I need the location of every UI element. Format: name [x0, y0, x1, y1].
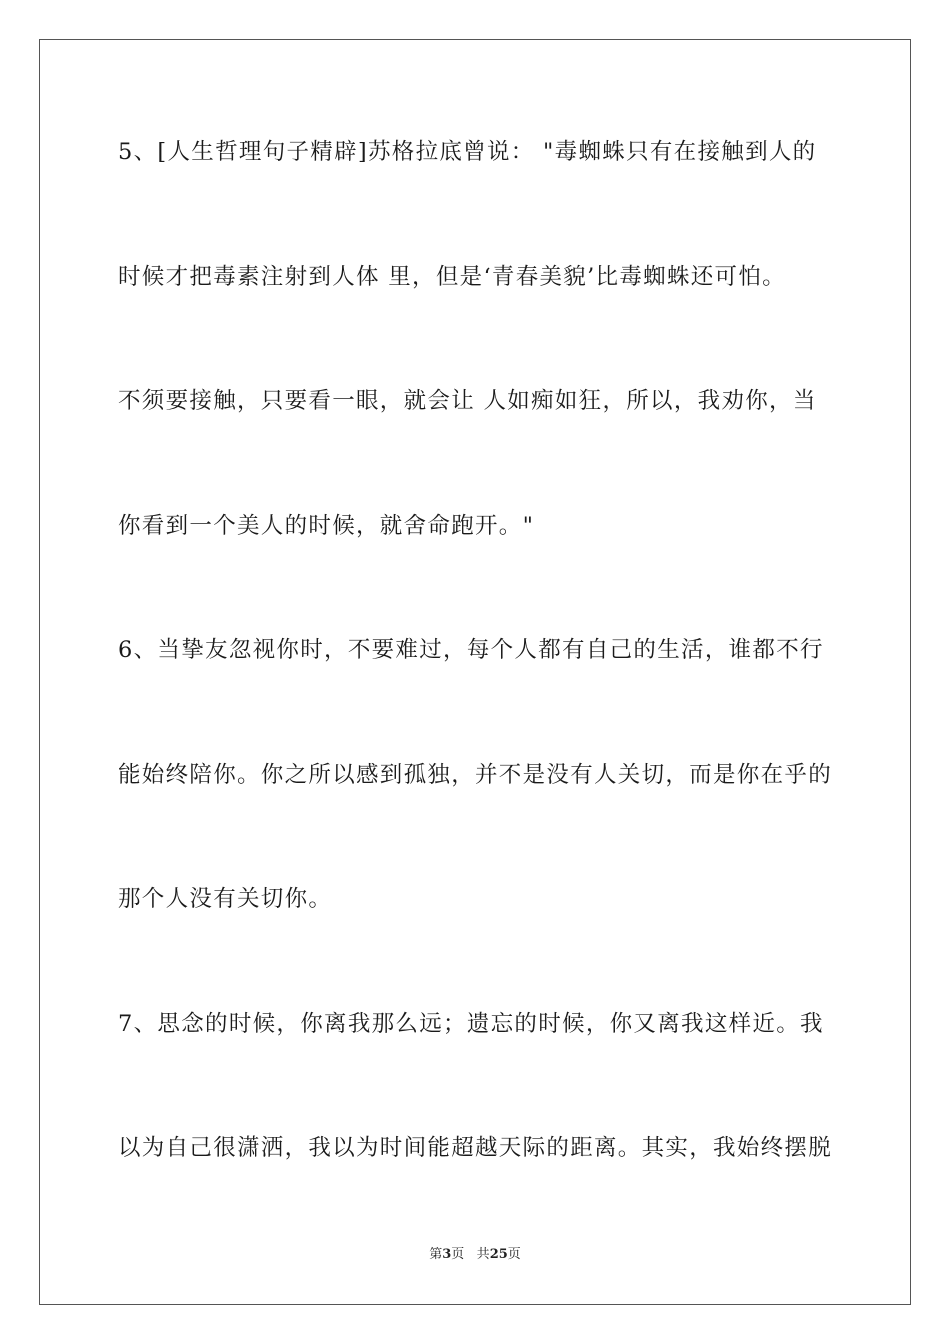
text-line-3: 不须要接触，只要看一眼，就会让 人如痴如狂，所以，我劝你，当 [118, 388, 817, 414]
footer-total-suffix: 页 [507, 1247, 521, 1262]
footer-page-prefix: 第 [429, 1247, 443, 1262]
text-line-7: 那个人没有关切你。 [118, 886, 333, 912]
page-frame [39, 39, 911, 1305]
page-footer [0, 1247, 950, 1263]
text-line-5: 6、当挚友忽视你时，不要难过，每个人都有自己的生活，谁都不行 [118, 637, 824, 663]
text-line-6: 能始终陪你。你之所以感到孤独，并不是没有人关切，而是你在乎的 [118, 762, 833, 788]
footer-page-suffix: 页 [451, 1247, 465, 1262]
text-line-2: 时候才把毒素注射到人体 里，但是‘青春美貌’比毒蜘蛛还可怕。 [118, 264, 786, 290]
text-line-4: 你看到一个美人的时候，就舍命跑开。" [118, 513, 535, 539]
footer-total-prefix: 共 [476, 1247, 490, 1262]
text-line-9: 以为自己很潇洒，我以为时间能超越天际的距离。其实，我始终摆脱 [118, 1135, 833, 1161]
footer-total-pages: 25 [489, 1247, 508, 1262]
text-line-1: 5、[人生哲理句子精辟]苏格拉底曾说： "毒蜘蛛只有在接触到人的 [118, 139, 817, 165]
footer-page-number: 3 [442, 1247, 452, 1262]
text-line-8: 7、思念的时候，你离我那么远；遗忘的时候，你又离我这样近。我 [118, 1011, 824, 1037]
